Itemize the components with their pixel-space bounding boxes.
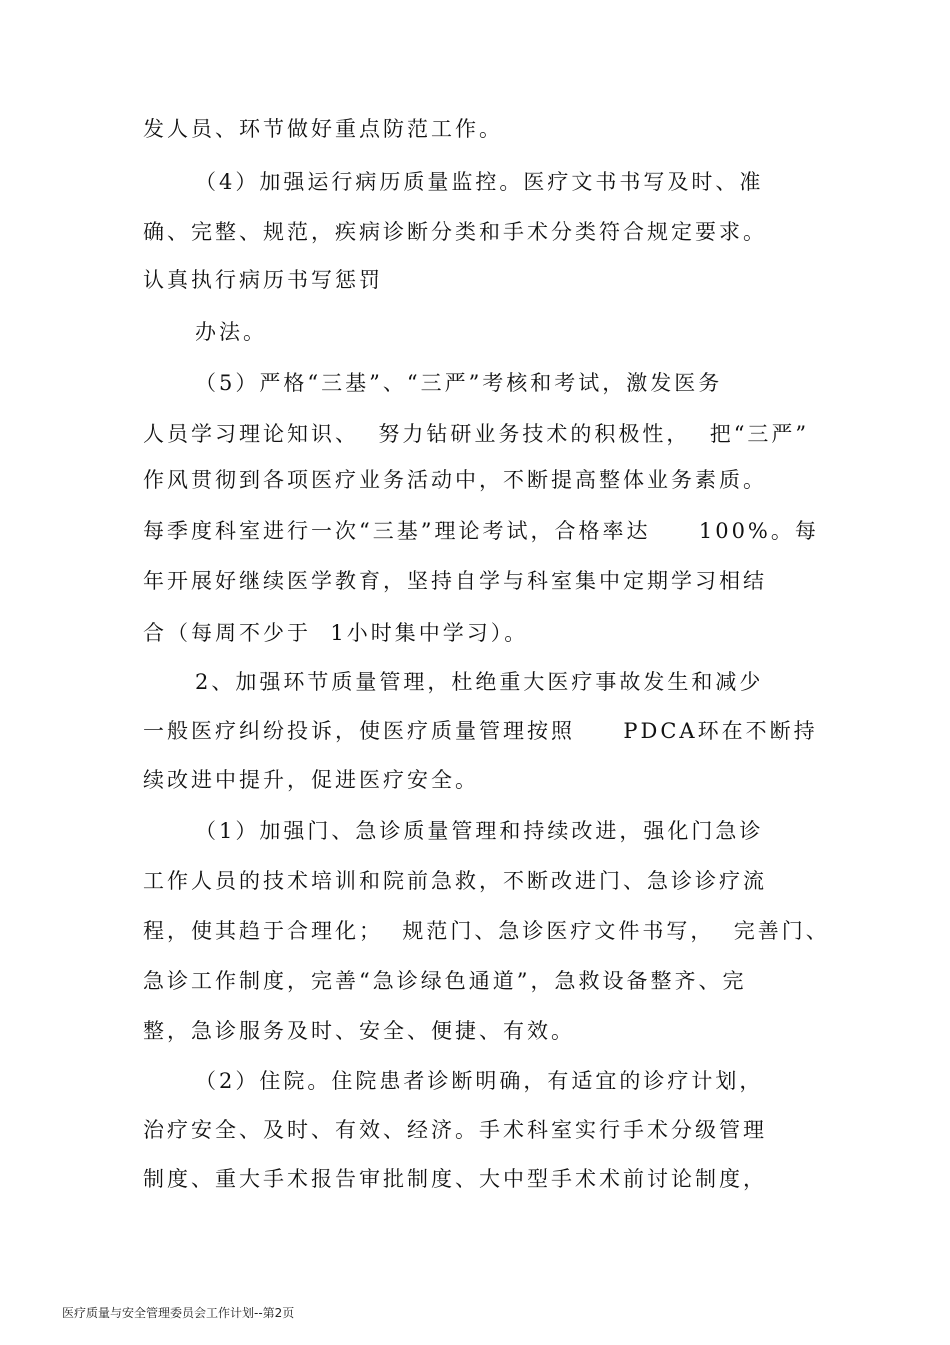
text-line: 每季度科室进行一次“三基”理论考试，合格率达 100%。每	[143, 519, 819, 543]
text-line: （4）加强运行病历质量监控。医疗文书书写及时、准	[195, 170, 764, 194]
page-footer: 医疗质量与安全管理委员会工作计划--第2页	[62, 1306, 295, 1320]
text-line: 认真执行病历书写惩罚	[143, 268, 383, 292]
text-line: 合（每周不少于 1小时集中学习）。	[143, 621, 529, 645]
text-line: 续改进中提升，促进医疗安全。	[143, 768, 479, 792]
text-line: （5）严格“三基”、“三严”考核和考试，激发医务	[195, 371, 723, 395]
text-line: 程，使其趋于合理化； 规范门、急诊医疗文件书写， 完善门、	[143, 919, 830, 943]
text-line: 整，急诊服务及时、安全、便捷、有效。	[143, 1019, 575, 1043]
text-line: （2）住院。住院患者诊断明确，有适宜的诊疗计划，	[195, 1069, 764, 1093]
text-line: 确、完整、规范，疾病诊断分类和手术分类符合规定要求。	[143, 220, 767, 244]
text-line: 工作人员的技术培训和院前急救，不断改进门、急诊诊疗流	[143, 869, 767, 893]
text-line: 一般医疗纠纷投诉，使医疗质量管理按照 PDCA环在不断持	[143, 719, 818, 743]
text-line: 急诊工作制度，完善“急诊绿色通道”，急救设备整齐、完	[143, 969, 747, 993]
text-line: 作风贯彻到各项医疗业务活动中，不断提高整体业务素质。	[143, 468, 767, 492]
text-line: 2、加强环节质量管理，杜绝重大医疗事故发生和减少	[195, 670, 764, 694]
text-line: 办法。	[195, 320, 267, 344]
text-line: 年开展好继续医学教育，坚持自学与科室集中定期学习相结	[143, 569, 767, 593]
text-line: （1）加强门、急诊质量管理和持续改进，强化门急诊	[195, 819, 764, 843]
text-line: 治疗安全、及时、有效、经济。手术科室实行手术分级管理	[143, 1118, 767, 1142]
text-line: 制度、重大手术报告审批制度、大中型手术术前讨论制度，	[143, 1167, 767, 1191]
text-line: 人员学习理论知识、 努力钻研业务技术的积极性， 把“三严”	[143, 422, 810, 446]
text-line: 发人员、环节做好重点防范工作。	[143, 117, 503, 141]
